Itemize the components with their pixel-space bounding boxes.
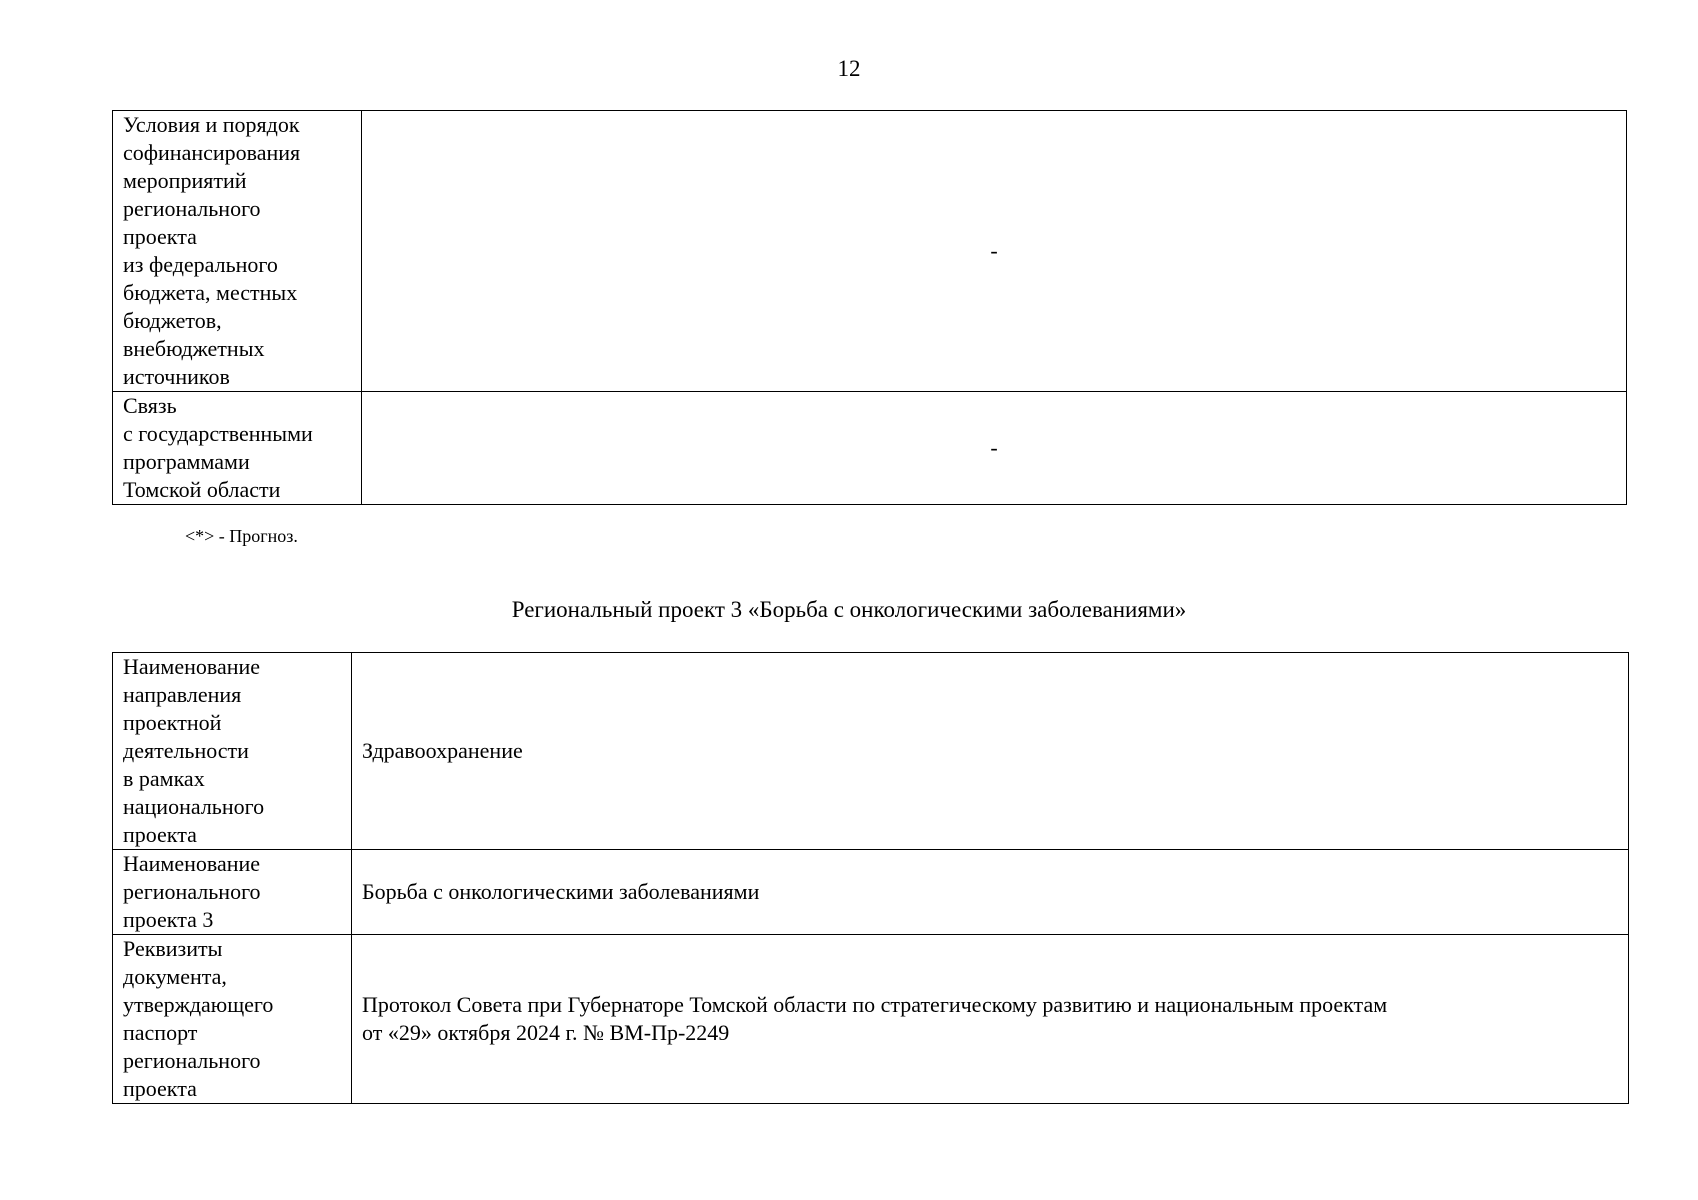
regional-project-passport-table: [112, 652, 1629, 1104]
page-number: 12: [837, 56, 861, 81]
table-row: [113, 935, 1629, 1104]
table-row: [113, 111, 1627, 392]
row-value-text: Борьба с онкологическими заболеваниями: [362, 879, 760, 904]
table-row: [113, 392, 1627, 505]
row-value-state-programs: -: [362, 392, 1627, 505]
table-row: [113, 653, 1629, 850]
row-label-direction: Наименование направления проектной деятельности в рамках национального проекта: [113, 653, 352, 850]
footnote: <*> - Прогноз.: [185, 526, 298, 546]
table-row: [113, 850, 1629, 935]
row-value-project-name: [352, 850, 1629, 935]
cofinancing-table: [112, 110, 1627, 505]
row-label-state-programs: Связь с государственными программами Томской области: [113, 392, 362, 505]
row-value-document-details: [352, 935, 1629, 1104]
row-value-cofinancing: -: [362, 111, 1627, 392]
row-label-cofinancing: Условия и порядок софинансирования мероприятий регионального проекта из федерального бюджета, местных бюджетов, внебюджетных источников: [113, 111, 362, 392]
row-value-text: Протокол Совета при Губернаторе Томской области по стратегическому развитию и национальным проектам от «29» октября 2024 г. № ВМ-Пр-2249: [362, 992, 1388, 1045]
row-value-text: Здравоохранение: [362, 738, 523, 763]
row-value-direction: [352, 653, 1629, 850]
row-label-project-name: Наименование регионального проекта 3: [113, 850, 352, 935]
section-title: Региональный проект 3 «Борьба с онкологическими заболеваниями»: [511, 597, 1187, 622]
row-label-document-details: Реквизиты документа, утверждающего паспорт регионального проекта: [113, 935, 352, 1104]
